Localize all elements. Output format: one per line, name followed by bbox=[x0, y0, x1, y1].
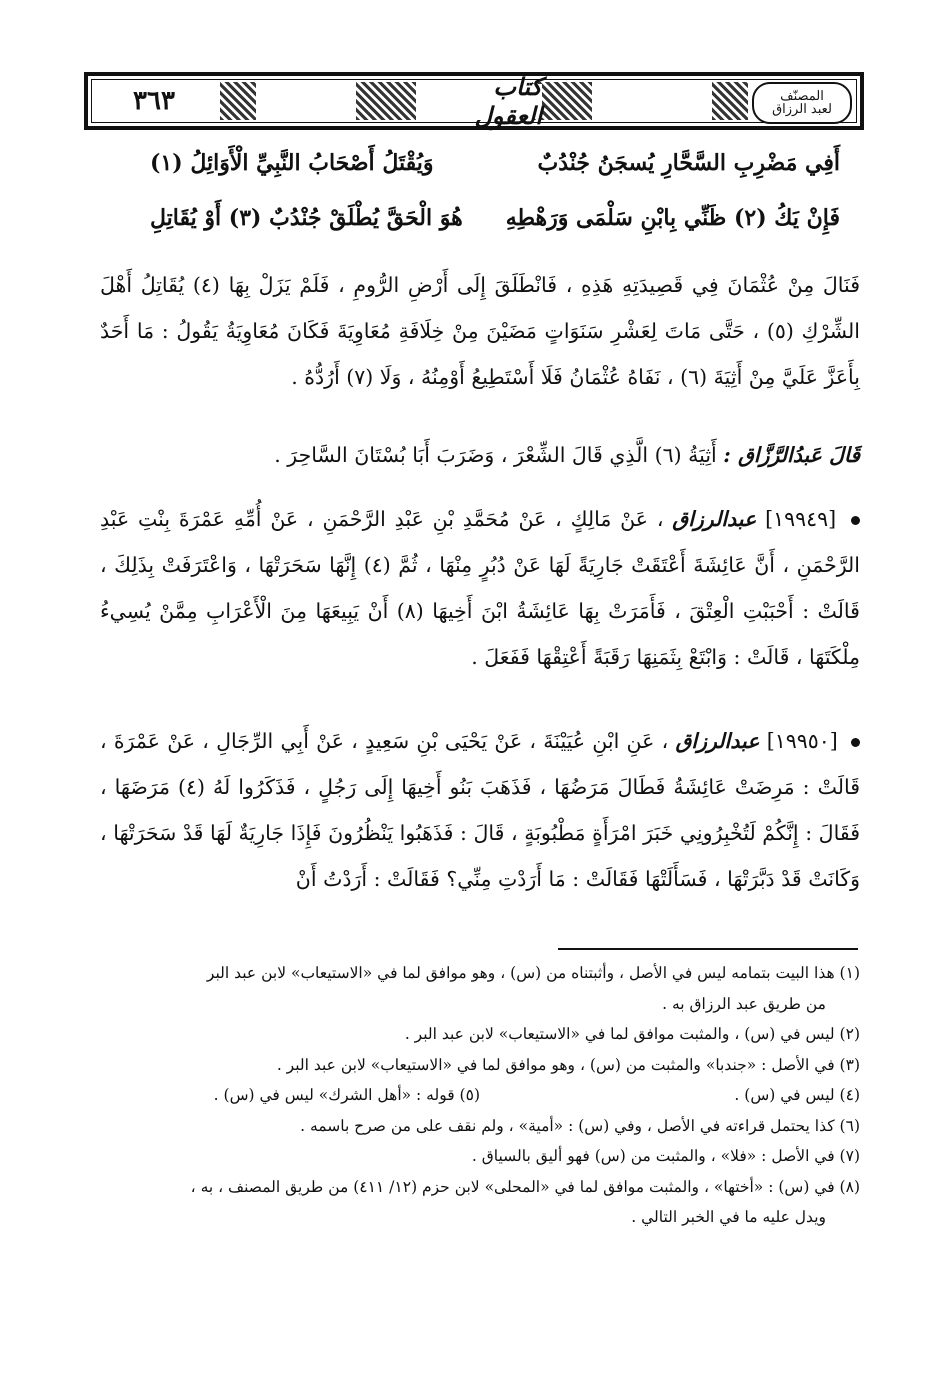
paragraph bbox=[100, 262, 860, 400]
footnote: (٢) ليس في (س) ، والمثبت موافق لما في «الاستيعاب» لابن عبد البر . bbox=[404, 1025, 860, 1043]
footnotes bbox=[100, 958, 860, 1233]
ornament-icon bbox=[712, 82, 748, 120]
footnote: (٤) ليس في (س) . bbox=[734, 1086, 860, 1104]
footnote-pair bbox=[100, 1080, 860, 1111]
footnote-divider bbox=[558, 948, 858, 950]
page-header bbox=[84, 72, 864, 130]
running-title: كتاب العقول bbox=[422, 84, 542, 118]
poem-hemistich: أَفِي مَضْرِبِ السَّحَّارِ يُسجَنُ جُنْدُبٌ bbox=[537, 150, 840, 176]
narrator-name: عبدالرزاق bbox=[675, 729, 760, 753]
poem-hemistich: فَإِنْ يَكُ (٢) ظَنِّي بِابْنِ سَلْمَى وَرَهْطِهِ bbox=[505, 205, 840, 231]
footnote: (٧) في الأصل : «فلا» ، والمثبت من (س) فهو أليق بالسياق . bbox=[471, 1147, 860, 1165]
footnote-continuation: من طريق عبد الرزاق به . bbox=[662, 994, 826, 1013]
poem-hemistich: هُوَ الْحَقَّ يُطْلَقْ جُنْدُبٌ (٣) أَوْ يُقَاتِلِ bbox=[150, 205, 463, 231]
poem-line bbox=[150, 205, 840, 231]
poem-hemistich: وَيُقْتَلُ أَصْحَابُ النَّبِيِّ الْأَوَائِلُ (١) bbox=[150, 150, 434, 176]
bullet-icon bbox=[851, 516, 860, 525]
footnote: (٦) كذا يحتمل قراءته في الأصل ، وفي (س) : «أمية» ، ولم نقف على من صرح باسمه . bbox=[300, 1116, 860, 1135]
footnote: (٥) قوله : «أهل الشرك» ليس في (س) . bbox=[213, 1086, 480, 1104]
paragraph-text: فَنَالَ مِنْ عُثْمَانَ فِي قَصِيدَتِهِ هَذِهِ ، فَانْطَلَقَ إِلَى أَرْضِ الرُّومِ ، فَلَمْ يَزَلْ بِهَا (٤) يُقَاتِلُ أَهْلَ الشِّرْكِ (٥) ، حَتَّى مَاتَ لِعَشْرِ سَنَوَاتٍ مَضَيْنَ مِنْ خِلَافَةِ مُعَاوِيَةَ فَكَانَ مُعَاوِيَةُ يَقُولُ : مَا أَحَدٌ بِأَعَزَّ عَلَيَّ مِنْ أَثِيَةَ (٦) ، نَفَاهُ عُثْمَانُ فَلَا أَسْتَطِيعُ أَوْمِنُهُ ، وَلَا (٧) أَرُدُّهُ . bbox=[100, 273, 860, 389]
footnote-continuation: ويدل عليه ما في الخبر التالي . bbox=[631, 1208, 826, 1226]
ornament-icon bbox=[356, 82, 416, 120]
hadith-number: [١٩٩٤٩] bbox=[765, 507, 837, 531]
hadith-number: [١٩٩٥٠] bbox=[766, 729, 838, 753]
footnote: (١) هذا البيت بتمامه ليس في الأصل ، وأثبتناه من (س) ، وهو موافق لما في «الاستيعاب» لابن عبد البر bbox=[206, 964, 860, 982]
hadith-text: ، عَنِ ابْنِ عُيَيْنَةَ ، عَنْ يَحْيَى بْنِ سَعِيدٍ ، عَنْ أَبِي الرِّجَالِ ، عَنْ عَمْرَةَ ، قَالَتْ : مَرِضَتْ عَائِشَةُ فَطَالَ مَرَضُهَا ، فَذَهَبَ بَنُو أَخِيهَا إِلَى رَجُلٍ ، فَذَكَرُوا لَهُ (٤) مَرَضَهَا ، فَقَالَ : إِنَّكُمْ لَتُخْبِرُونِي خَبَرَ امْرَأَةٍ مَطْبُوبَةٍ ، قَالَ : فَذَهَبُوا يَنْظُرُونَ فَإِذَا جَارِيَةٌ لَهَا قَدْ سَحَرَتْهَا ، وَكَانَتْ قَدْ دَبَّرَتْهَا ، فَسَأَلَتْهَا فَقَالَتْ : مَا أَرَدْتِ مِنِّي؟ فَقَالَتْ : أَرَدْتُ أَنْ bbox=[100, 729, 860, 891]
hadith-entry bbox=[100, 718, 860, 902]
hadith-entry bbox=[100, 496, 860, 680]
narrator-name: قَالَ عَبدُالرَّزَّاق : bbox=[723, 443, 860, 467]
book-logo bbox=[752, 82, 852, 124]
logo-line-1: المصنّف bbox=[780, 89, 824, 104]
logo-line-2: لعبد الرزاق bbox=[772, 102, 832, 117]
footnote: (٣) في الأصل : «جندبا» والمثبت من (س) ، وهو موافق لما في «الاستيعاب» لابن عبد البر . bbox=[276, 1055, 860, 1074]
ornament-icon bbox=[220, 82, 256, 120]
narrator-name: عبدالرزاق bbox=[672, 507, 757, 531]
bullet-icon bbox=[851, 738, 860, 747]
footnote: (٨) في (س) : «أختها» ، والمثبت موافق لما في «المحلى» لابن حزم (١٢/ ٤١١) من طريق المصنف ، به ، bbox=[190, 1177, 860, 1196]
paragraph-text: أَثِيَةُ (٦) الَّذِي قَالَ الشِّعْرَ ، وَضَرَبَ أَبَا بُسْتَانَ السَّاحِرَ . bbox=[274, 443, 717, 467]
hadith-text: ، عَنْ مَالِكٍ ، عَنْ مُحَمَّدِ بْنِ عَبْدِ الرَّحْمَنِ ، عَنْ أُمِّهِ عَمْرَةَ بِنْتِ عَبْدِ الرَّحْمَنِ ، أَنَّ عَائِشَةَ أَعْتَقَتْ جَارِيَةً لَهَا عَنْ دُبُرٍ مِنْهَا ، ثُمَّ (٤) إِنَّهَا سَحَرَتْهَا ، وَاعْتَرَفَتْ بِذَلِكَ ، قَالَتْ : أَحْبَبْتِ الْعِتْقَ ، فَأَمَرَتْ بِهَا عَائِشَةُ ابْنَ أَخِيهَا (٨) أَنْ يَبِيعَهَا مِنَ الْأَعْرَابِ مِمَّنْ يُسِيءُ مِلْكَتَهَا ، قَالَتْ : وَابْتَعْ بِثَمَنِهَا رَقَبَةً أَعْتِقْهَا فَفَعَلَ . bbox=[100, 507, 860, 669]
poem-line bbox=[150, 150, 840, 176]
paragraph bbox=[100, 432, 860, 478]
page-number: ٣٦٣ bbox=[98, 82, 210, 120]
